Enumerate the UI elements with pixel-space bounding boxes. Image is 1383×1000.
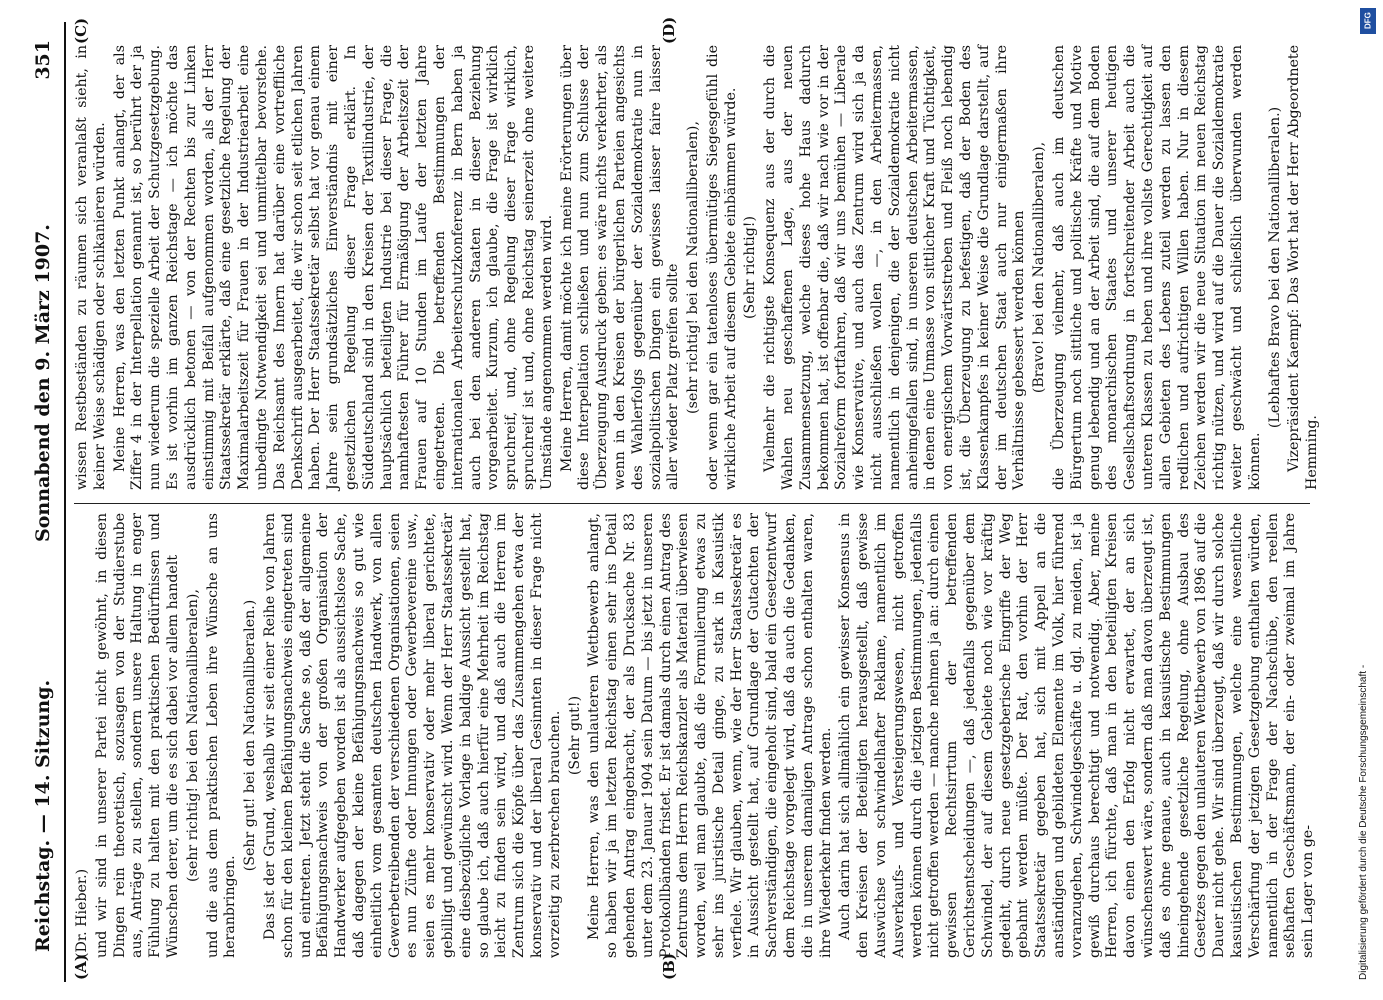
dfg-logo: DFG [1360,8,1376,34]
right-paragraph: Meine Herren, damit möchte ich meine Erörterungen über diese Interpellation schließen und nun zum Schlusse der Überzeugung Ausdruck geben: es wäre nichts verkehrter, als wenn in den Kreisen der bürgerlichen Parteien angesichts des Wahlerfolgs gegenüber der Sozialdemokratie nun in sozialpolitischen Dingen ein gewisses laisser faire laisser aller wieder Platz greifen sollte [558,45,682,490]
speaker-tag: (Dr. Hieber.) [74,868,90,958]
margin-mark-a: (A) [72,954,90,980]
digitization-note-text: Digitalisierung gefördert durch die Deutsche Forschungsgemeinschaft - [1358,664,1369,980]
right-interjection: (sehr richtig! bei den Nationalliberalen), [685,121,702,414]
header-left: Reichstag. — 14. Sitzung. [32,679,54,952]
left-column [74,513,1320,958]
page-number: 351 [32,40,54,80]
margin-mark-c: (C) [72,17,90,44]
left-paragraph: Meine Herren, was den unlauteren Wettbewerb anlangt, so haben wir ja im letzten Reichstag einen sehr ins Detail gehenden Antrag eingebracht, der als Drucksache Nr. 83 unter dem 23. Januar 1904 sein Datum — bis jetzt in unseren Protokollbänden fristet. Er ist damals durch einen Antrag des Zentrums dem Herrn Reichskanzler als Material überwiesen worden, weil man glaubte, daß die Formulierung etwas zu sehr ins juristische Detail ginge, zu stark in Kasuistik verfiele. Wir glauben, wenn, wie der Herr Staatssekretär es in Aussicht gestellt hat, auf Grundlage der Gutachten der Sachverständigen, die eingeholt sind, bald ein Gesetzentwurf dem Reichstage vorgelegt wird, daß da auch die Gedanken, die in unserem damaligen Antrage schon enthalten waren, ihre Wiederkehr finden werden. [586,513,834,958]
right-paragraph: Meine Herren, was den letzten Punkt anlangt, der als Ziffer 4 in der Interpellation genannt ist, so berührt der ja nun wiederum die spezielle Arbeit der Schutzgesetzgebung. Es ist vorhin im ganzen Reichstage — ich möchte das ausdrücklich betonen — von der Rechten bis zur Linken einstimmig mit Beifall aufgenommen worden, als der Herr Staatssekretär erklärte, daß eine gesetzliche Regelung der Maximalarbeitszeit für Frauen in der Industriearbeit eine unbedingte Notwendigkeit sei und unmittelbar bevorstehe. Das Reichsamt des Innern hat darüber eine vortreffliche Denkschrift ausgearbeitet, die wir schon seit etlichen Jahren haben. Der Herr Staatssekretär selbst hat vor genau einem Jahre sein grundsätzliches Einverständnis mit einer gesetzlichen Regelung dieser Frage erklärt. In Süddeutschland sind in den Kreisen der Textilindustrie, der hauptsächlich beteiligten Industrie bei dieser Frage, die namhaftesten Führer für Ermäßigung der Arbeitszeit der Frauen auf 10 Stunden im Laufe der letzten Jahre eingetreten. Die betreffenden Bestimmungen der internationalen Arbeiterschutzkonferenz in Bern haben ja auch bei den anderen Staaten in dieser Beziehung vorgearbeitet. Kurzum, ich glaube, die Frage ist wirklich spruchreif, und, ohne Regelung dieser Frage wirklich, spruchreif ist und, ohne Reichstag seinerzeit ohne weitere Umstände angenommen werden wird. [111,45,555,490]
left-interjection: (Sehr gut! bei den Nationalliberalen.) [242,599,259,872]
header-date: Sonnabend den 9. März 1907. [32,224,54,542]
right-paragraph: die Überzeugung vielmehr, daß auch im deutschen Bürgertum noch sittliche und politische Kräfte und Motive genug lebendig und an der Arbeit sind, die auf dem Boden des monarchischen Staates und unserer heutigen Gesellschaftsordnung in fortschreitender Arbeit auch die unteren Klassen zu heben und ihre vollste Gerechtigkeit auf allen Gebieten des Lebens zuteil werden zu lassen den redlichen und aufrichtigen Willen haben. Nur in diesem Zeichen werden wir die neue Situation im neuen Reichstag richtig nützen, und wird auf die Dauer die Sozialdemokratie weiter geschwächt und schließlich überwunden werden können. [1051,45,1263,490]
right-interjection: (Lebhaftes Bravo bei den Nationalliberalen.) [1266,106,1283,429]
margin-mark-d: (D) [660,16,678,44]
page-header [20,22,66,982]
right-interjection: (Bravo! bei den Nationalliberalen), [1031,141,1048,394]
left-paragraph: und die aus dem praktischen Leben ihre Wünsche an uns heranbringen. [204,513,239,958]
left-paragraph: Auch darin hat sich allmählich ein gewisser Konsensus in den Kreisen der Beteiligten herausgestellt, daß gewisse Auswüchse von schwindelhafter Reklame, namentlich im Ausverkaufs- und Versteigerungswesen, nicht getroffen werden können durch die jetzigen Bestimmungen, jedenfalls nicht getroffen werden — manche nehmen ja an: durch einen gewissen Rechtsirrtum der betreffenden Gerichtsentscheidungen —, daß jedenfalls gegenüber dem Schwindel, der auf diesem Gebiete noch wie vor kräftig gedeiht, durch neue gesetzgeberische Eingriffe der Weg gebahnt werden müßte. Der Rat, den vorhin der Herr Staatssekretär gegeben hat, sich mit Appell an die anständigen und gebildeten Elemente im Volk, hier führend voranzugehen, Schwindelgeschäfte u. dgl. zu meiden, ist ja gewiß durchaus berechtigt und notwendig. Aber, meine Herren, ich fürchte, daß man in den beteiligten Kreisen davon einen den Erfolg nicht erwartet, der an sich wünschenswert wäre, sondern daß man davon überzeugt ist, daß es ohne genaue, auch in kasuistische Bestimmungen hineingehende gesetzliche Regelung, ohne Ausbau des Gesetzes gegen den unlauteren Wettbewerb von 1896 auf die Dauer nicht gehe. Wir sind überzeugt, daß wir durch solche kasuistischen Bestimmungen, welche eine wesentliche Verschärfung der jetzigen Gesetzgebung enthalten würden, namentlich in der Frage der Nachschübe, den reellen seßhaften Geschäftsmann, der ein- oder zweimal im Jahre sein Lager von ge- [837,513,1317,958]
margin-mark-b: (B) [660,953,678,980]
right-paragraph: oder wenn gar ein tatenloses übermütiges Siegesgefühl die wirkliche Arbeit auf diesem Gebiete einbämmen würde. [704,45,739,490]
rotated-page [20,16,1321,982]
right-paragraph: wissen Restbeständen zu räumen sich veranlaßt sieht, in keiner Weise schädigen oder schikanieren würden. [74,45,108,490]
left-interjection: (Sehr gut!) [566,695,583,776]
left-interjection: (sehr richtig! bei den Nationalliberalen), [184,589,201,882]
right-column [74,45,1324,490]
left-paragraph: und wir sind in unserer Partei nicht gewöhnt, in diesen Dingen rein theoretisch, sozusagen von der Studierstube aus, Anträge zu stellen, sondern unsere Haltung in enger Fühlung zu halten mit den praktischen Bedürfnissen und Wünschen derer, um die es sich dabei vor allem handelt [93,513,181,958]
left-paragraph: Das ist der Grund, weshalb wir seit einer Reihe von Jahren schon für den kleinen Befähigungsnachweis eingetreten sind und eintreten. Jetzt steht die Sache so, daß der allgemeine Befähigungsnachweis von der großen Organisation der Handwerker aufgegeben worden ist als aussichtslose Sache, daß dagegen der kleine Befähigungsnachweis so gut wie einheitlich vom gesamten deutschen Handwerk, von allen Gewerbetreibenden der verschiedenen Organisationen, seien es nun Zünfte oder Innungen oder Gewerbevereine usw., seien es mehr konservativ oder mehr liberal gerichtete, gebilligt und gewünscht wird. Wenn der Herr Staatssekretär eine diesbezügliche Vorlage in baldige Aussicht gestellt hat, so glaube ich, daß auch hierfür eine Mehrheit im Reichstag leicht zu finden sein wird, und daß auch die Herren im Zentrum sich die Köpfe über das Zusammengehen etwa der konservativ und der liberal Gesinnten in dieser Frage nicht vorzeitig zu zerbrechen brauchen. [261,513,563,958]
right-paragraph: Vizepräsident Kaempf: Das Wort hat der Herr Abgeordnete Hemming. [1286,45,1321,490]
digitization-note [1358,40,1378,980]
column-divider [74,503,1310,504]
right-interjection: (Sehr richtig!) [742,215,759,320]
right-paragraph: Vielmehr die richtigste Konsequenz aus der durch die Wahlen neu geschaffenen Lage, aus der neuen Zusammensetzung, welche dieses hohe Haus dadurch bekommen hat, ist offenbar die, daß wir nach wie vor in der Sozialreform fortfahren, daß wir uns bemühen — Liberale wie Konservative, und auch das Zentrum wird sich ja da nicht ausschließen wollen —, in den Arbeitermassen, namentlich in denjenigen, die der Sozialdemokratie nicht anheimgefallen sind, in unseren deutschen Arbeitermassen, in denen eine Unmasse von sittlicher Kraft und Tüchtigkeit, von energischem Vorwärtsstreben und Fleiß noch lebendig ist, die Überzeugung zu befestigen, daß der Boden des Klassenkampfes in keiner Weise die Grundlage darstellt, auf der im deutschen Staat auch nur einigermaßen ihre Verhältnisse gebessert werden können [762,45,1028,490]
